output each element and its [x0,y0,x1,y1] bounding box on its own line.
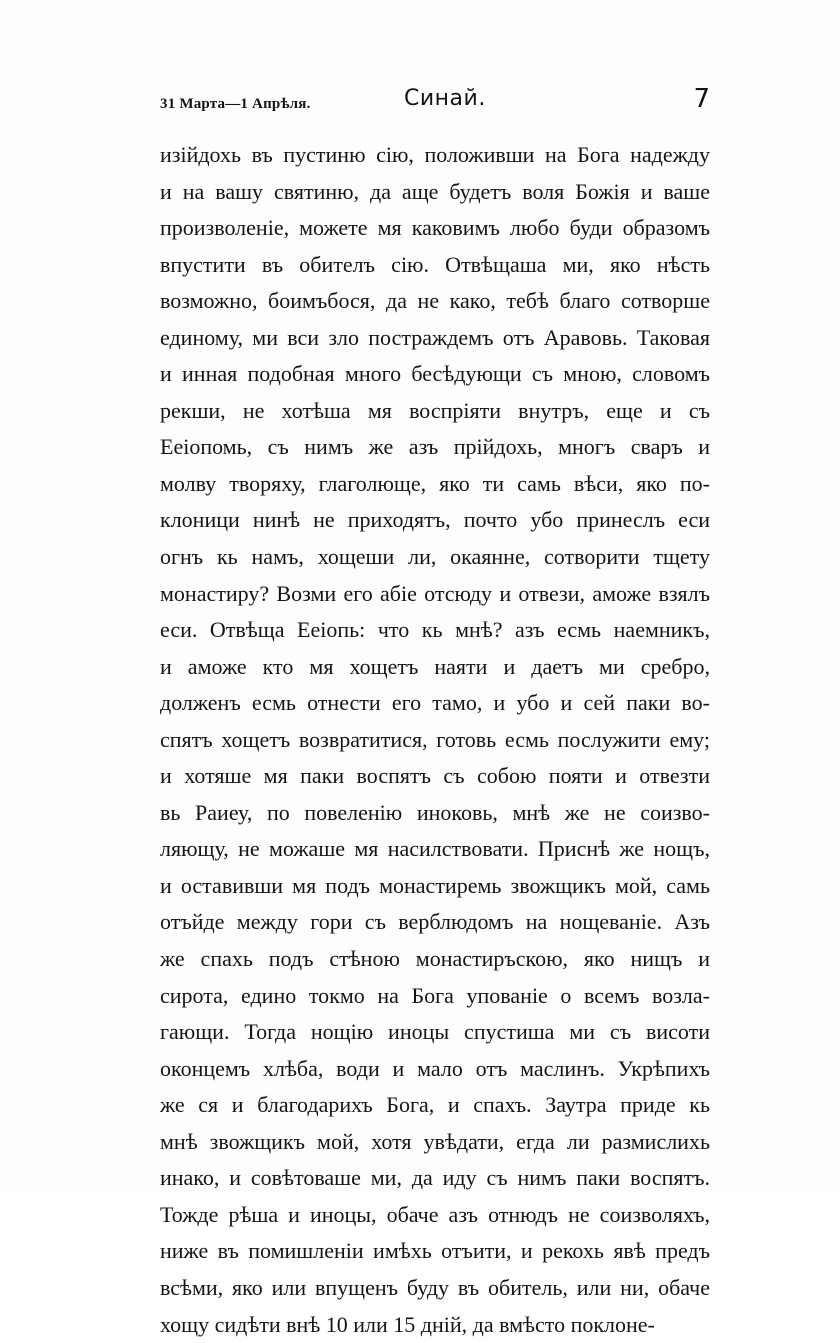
text-line: всѣми, яко или впущенъ буду въ обитель, или ни, обаче [160,1270,710,1307]
text-line: клоници нинѣ не приходятъ, почто убо принеслъ еси [160,502,710,539]
text-line: впустити въ обителъ сію. Отвѣщаша ми, яко нѣсть [160,247,710,284]
text-line: же ся и благодарихъ Бога, и спахъ. Заутра приде кь [160,1087,710,1124]
text-line: Тожде рѣша и иноцы, обаче азъ отнюдъ не соизволяхъ, [160,1197,710,1234]
text-line: ляющу, не можаше мя насилствовати. Приснѣ же нощъ, [160,831,710,868]
text-line: гающи. Тогда нощію иноцы спустиша ми съ висоти [160,1014,710,1051]
body-text [160,137,710,1343]
text-line: и оставивши мя подъ монастиремь звожщикъ мой, самь [160,868,710,905]
text-line: изійдохь въ пустиню сію, положивши на Бога надежду [160,137,710,174]
text-line: огнъ кь намъ, хощеши ли, окаянне, сотворити тщету [160,539,710,576]
text-line: инако, и совѣтоваше ми, да иду съ нимъ паки воспятъ. [160,1160,710,1197]
text-line: монастиру? Возми его абіе отсюду и отвези, аможе взялъ [160,576,710,613]
text-line: спятъ хощетъ возвратитися, готовь есмь послужити ему; [160,722,710,759]
text-line: долженъ есмь отнести его тамо, и убо и сей паки во- [160,685,710,722]
text-line: и аможе кто мя хощетъ наяти и даетъ ми сребро, [160,649,710,686]
text-line: же спахь подъ стѣною монастиръскою, яко нищъ и [160,941,710,978]
text-line: мнѣ звожщикъ мой, хотя увѣдати, егда ли размислихь [160,1124,710,1161]
text-line: единому, ми вси зло постраждемъ отъ Аравовь. Таковая [160,320,710,357]
text-line: рекши, не хотѣша мя воспріяти внутръ, еще и съ [160,393,710,430]
text-line: вь Раиеу, по повеленію иноковь, мнѣ же не соизво- [160,795,710,832]
text-line: возможно, боимъбося, да не како, тебѣ благо сотворше [160,283,710,320]
text-line: сирота, едино токмо на Бога упованіе о всемъ возла- [160,978,710,1015]
running-header [160,84,710,124]
text-line: ниже въ помишленіи имѣхь отъити, и рекохь явѣ предъ [160,1233,710,1270]
text-line: еси. Отвѣща Ееіопь: что кь мнѣ? азъ есмь наемникъ, [160,612,710,649]
text-line: и инная подобная много бесѣдующи съ мною, словомъ [160,356,710,393]
text-line: и на вашу святиню, да аще будетъ воля Божія и ваше [160,174,710,211]
text-line: молву творяху, глаголюще, яко ти самь вѣси, яко по- [160,466,710,503]
text-line: оконцемъ хлѣба, води и мало отъ маслинъ. Укрѣпихъ [160,1051,710,1088]
header-date-range: 31 Марта—1 Апрѣля. [160,96,311,113]
text-line: хощу сидѣти внѣ 10 или 15 дній, да вмѣсто поклоне- [160,1307,710,1343]
page-number: 7 [693,84,710,114]
text-line: отъйде между гори съ верблюдомъ на нощеваніе. Азъ [160,904,710,941]
header-title: Синай. [404,86,486,111]
text-line: произволеніе, можете мя каковимъ любо буди образомъ [160,210,710,247]
text-line: Ееіопомь, съ нимъ же азъ прійдохь, многъ сваръ и [160,429,710,466]
text-line: и хотяше мя паки воспятъ съ собою пояти и отвезти [160,758,710,795]
